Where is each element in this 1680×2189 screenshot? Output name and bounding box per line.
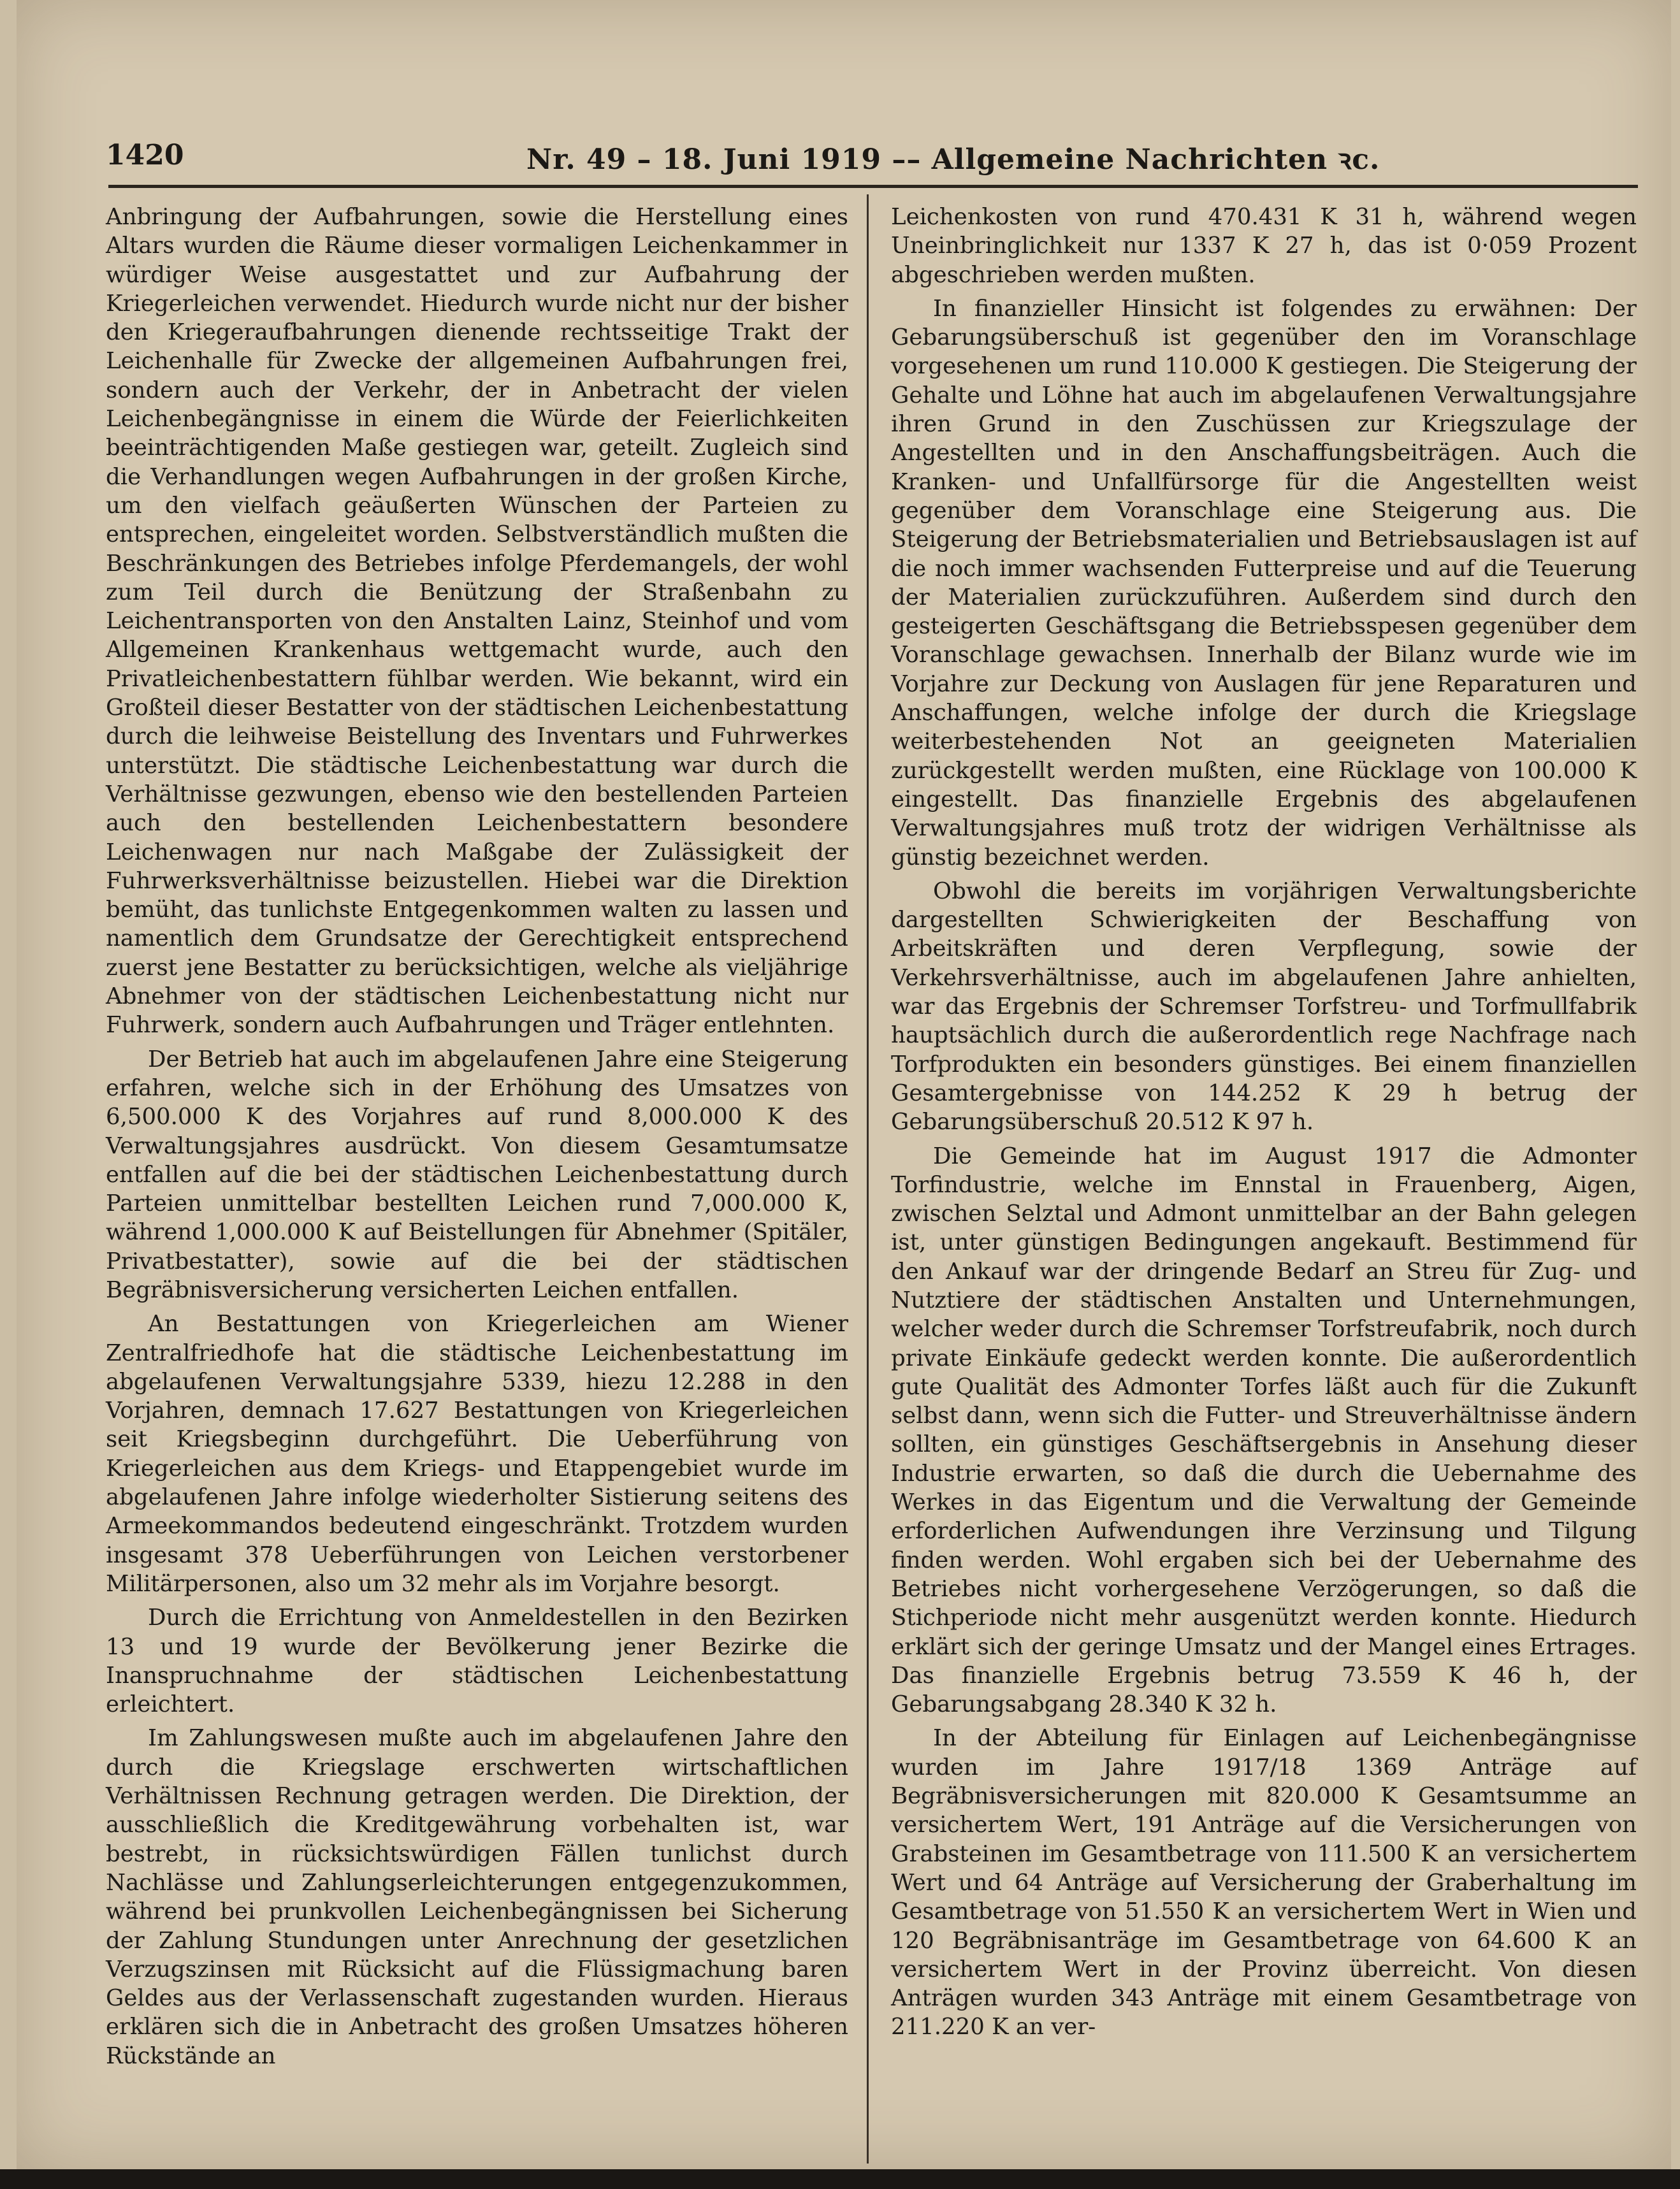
header-rule xyxy=(108,185,1638,188)
left-paragraph-5: Im Zahlungswesen mußte auch im abgelaufenen Jahre den durch die Kriegslage erschwerten wirtschaftlichen Verhältnissen Rechnung getragen werden. Die Direktion, der ausschließlich die Kreditgewährung vorbehalten ist, war bestrebt, in rücksichtswürdigen Fällen tunlichst durch Nachlässe und Zahlungserleichterungen entgegenzukommen, während bei prunkvollen Leichenbegängnissen bei Sicherung der Zahlung Stundungen unter Anrechnung der gesetzlichen Verzugszinsen mit Rücksicht auf die Flüssigmachung baren Geldes aus der Verlassenschaft zugestanden wurden. Hieraus erklären sich die in Anbetracht des großen Umsatzes höheren Rückstände an xyxy=(106,1725,848,2069)
right-paragraph-4: Die Gemeinde hat im August 1917 die Admonter Torfindustrie, welche im Ennstal in Frauenberg, Aigen, zwischen Selztal und Admont unmittelbar an der Bahn gelegen ist, unter günstigen Bedingungen angekauft. Bestimmend für den Ankauf war der dringende Bedarf an Streu für Zug- und Nutztiere der städtischen Anstalten und Unternehmungen, welcher weder durch die Schremser Torfstreufabrik, noch durch private Einkäufe gedeckt werden konnte. Die außerordentlich gute Qualität des Admonter Torfes läßt auch für die Zukunft selbst dann, wenn sich die Futter- und Streuverhältnisse ändern sollten, ein günstiges Geschäftsergebnis in Ansehung dieser Industrie erwarten, so daß die durch die Uebernahme des Werkes in das Eigentum und die Verwaltung der Gemeinde erforderlichen Aufwendungen ihre Verzinsung und Tilgung finden werden. Wohl ergaben sich bei der Uebernahme des Betriebes nicht vorhergesehene Verzögerungen, so daß die Stichperiode nicht mehr ausgenützt werden konnte. Hiedurch erklärt sich der geringe Umsatz und der Mangel eines Ertrages. Das finanzielle Ergebnis betrug 73.559 K 46 h, der Gebarungsabgang 28.340 K 32 h. xyxy=(891,1143,1637,1718)
page-number: 1420 xyxy=(106,139,184,171)
page-header xyxy=(106,139,1642,177)
column-divider xyxy=(867,194,869,2164)
right-paragraph-2: In finanzieller Hinsicht ist folgendes zu erwähnen: Der Gebarungsüberschuß ist gegenüber den im Voranschlage vorgesehenen um rund 110.000 K gestiegen. Die Steigerung der Gehalte und Löhne hat auch im abgelaufenen Verwaltungsjahre ihren Grund in den Zuschüssen zur Kriegszulage der Angestellten und in den Anschaffungsbeiträgen. Auch die Kranken- und Unfallfürsorge für die Angestellten weist gegenüber dem Voranschlage eine Steigerung aus. Die Steigerung der Betriebsmaterialien und Betriebsauslagen ist auf die noch immer wachsenden Futterpreise und auf die Teuerung der Materialien zurückzuführen. Außerdem sind durch den gesteigerten Geschäftsgang die Betriebsspesen gegenüber dem Voranschlage gewachsen. Innerhalb der Bilanz wurde wie im Vorjahre zur Deckung von Auslagen für jene Reparaturen und Anschaffungen, welche infolge der durch die Kriegslage weiterbestehenden Not an geeigneten Materialien zurückgestellt werden mußten, eine Rücklage von 100.000 K eingestellt. Das finanzielle Ergebnis des abgelaufenen Verwaltungsjahres muß trotz der widrigen Verhältnisse als günstig bezeichnet werden. xyxy=(891,295,1637,871)
right-paragraph-1: Leichenkosten von rund 470.431 K 31 h, während wegen Uneinbringlichkeit nur 1337 K 27 h, das ist 0·059 Prozent abgeschrieben werden mußten. xyxy=(891,204,1637,288)
left-column xyxy=(106,203,848,2156)
scan-bottom-edge xyxy=(0,2169,1680,2189)
right-paragraph-3: Obwohl die bereits im vorjährigen Verwaltungsberichte dargestellten Schwierigkeiten der Beschaffung von Arbeitskräften und deren Verpflegung, sowie der Verkehrsverhältnisse, auch im abgelaufenen Jahre anhielten, war das Ergebnis der Schremser Torfstreu- und Torfmullfabrik hauptsächlich durch die außerordentlich rege Nachfrage nach Torfprodukten ein besonders günstiges. Bei einem finanziellen Gesamtergebnisse von 144.252 K 29 h betrug der Gebarungsüberschuß 20.512 K 97 h. xyxy=(891,878,1637,1136)
right-column xyxy=(891,203,1637,2156)
left-paragraph-2: Der Betrieb hat auch im abgelaufenen Jahre eine Steigerung erfahren, welche sich in der Erhöhung des Umsatzes von 6,500.000 K des Vorjahres auf rund 8,000.000 K des Verwaltungsjahres ausdrückt. Von diesem Gesamtumsatze entfallen auf die bei der städtischen Leichenbestattung durch Parteien unmittelbar bestellten Leichen rund 7,000.000 K, während 1,000.000 K auf Beistellungen für Abnehmer (Spitäler, Privatbestatter), sowie auf die bei der städtischen Begräbnisversicherung versicherten Leichen entfallen. xyxy=(106,1046,848,1303)
left-paragraph-4: Durch die Errichtung von Anmeldestellen in den Bezirken 13 und 19 wurde der Bevölkerung jener Bezirke die Inanspruchnahme der städtischen Leichenbestattung erleichtert. xyxy=(106,1605,848,1718)
left-paragraph-1: Anbringung der Aufbahrungen, sowie die Herstellung eines Altars wurden die Räume dieser vormaligen Leichenkammer in würdiger Weise ausgestattet und zur Aufbahrung der Kriegerleichen verwendet. Hiedurch wurde nicht nur der bisher den Kriegeraufbahrungen dienende rechtsseitige Trakt der Leichenhalle für Zwecke der allgemeinen Aufbahrungen frei, sondern auch der Verkehr, der in Anbetracht der vielen Leichenbegängnisse in einem die Würde der Feierlichkeiten beeinträchtigenden Maße gestiegen war, geteilt. Zugleich sind die Verhandlungen wegen Aufbahrungen in der großen Kirche, um den vielfach geäußerten Wünschen der Parteien zu entsprechen, eingeleitet worden. Selbstverständlich mußten die Beschränkungen des Betriebes infolge Pferdemangels, der wohl zum Teil durch die Benützung der Straßenbahn zu Leichentransporten von den Anstalten Lainz, Steinhof und vom Allgemeinen Krankenhaus wettgemacht wurde, auch den Privatleichenbestattern fühlbar werden. Wie bekannt, wird ein Großteil dieser Bestatter von der städtischen Leichenbestattung durch die leihweise Beistellung des Inventars und Fuhrwerkes unterstützt. Die städtische Leichenbestattung war durch die Verhältnisse gezwungen, ebenso wie den bestellenden Parteien auch den bestellenden Leichenbestattern besondere Leichenwagen nur nach Maßgabe der Zulässigkeit der Fuhrwerksverhältnisse beizustellen. Hiebei war die Direktion bemüht, das tunlichste Entgegenkommen walten zu lassen und namentlich dem Grundsatze der Gerechtigkeit entsprechend zuerst jene Bestatter zu berücksichtigen, welche als vieljährige Abnehmer von der städtischen Leichenbestattung nicht nur Fuhrwerk, sondern auch Aufbahrungen und Träger entlehnten. xyxy=(106,204,848,1039)
running-title: Nr. 49 – 18. Juni 1919 –– Allgemeine Nachrichten ꝛc. xyxy=(526,143,1380,176)
left-paragraph-3: An Bestattungen von Kriegerleichen am Wiener Zentralfriedhofe hat die städtische Leichenbestattung im abgelaufenen Verwaltungsjahre 5339, hiezu 12.288 in den Vorjahren, demnach 17.627 Bestattungen von Kriegerleichen seit Kriegsbeginn durchgeführt. Die Ueberführung von Kriegerleichen aus dem Kriegs- und Etappengebiet wurde im abgelaufenen Jahre infolge wiederholter Sistierung seitens des Armeekommandos bedeutend eingeschränkt. Trotzdem wurden insgesamt 378 Ueberführungen von Leichen verstorbener Militärpersonen, also um 32 mehr als im Vorjahre besorgt. xyxy=(106,1311,848,1597)
right-paragraph-5: In der Abteilung für Einlagen auf Leichenbegängnisse wurden im Jahre 1917/18 1369 Anträge auf Begräbnisversicherungen mit 820.000 K Gesamtsumme an versichertem Wert, 191 Anträge auf die Versicherungen von Grabsteinen im Gesamtbetrage von 111.500 K an versichertem Wert und 64 Anträge auf Versicherung der Graberhaltung im Gesamtbetrage von 51.550 K an versichertem Wert in Wien und 120 Begräbnisanträge im Gesamtbetrage von 64.600 K an versichertem Wert in der Provinz überreicht. Von diesen Anträgen wurden 343 Anträge mit einem Gesamtbetrage von 211.220 K an ver- xyxy=(891,1725,1637,2041)
